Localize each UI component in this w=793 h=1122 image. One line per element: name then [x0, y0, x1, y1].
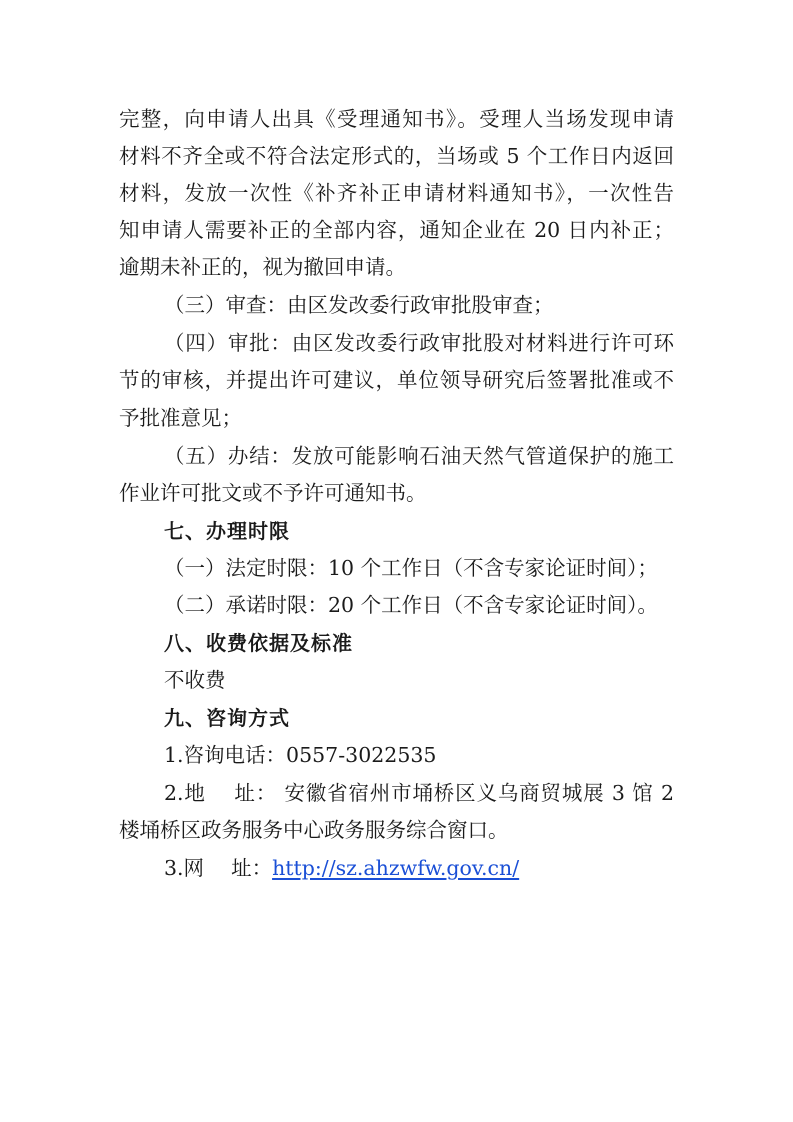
paragraph-line: （五）办结：发放可能影响石油天然气管道保护的施工	[164, 444, 674, 468]
list-item-review: （三）审查：由区发改委行政审批股审查；	[164, 293, 554, 317]
contact-address-line: 2.地 址： 安徽省宿州市埇桥区义乌商贸城展 3 馆 2	[164, 781, 674, 805]
website-link[interactable]: http://sz.ahzwfw.gov.cn/	[272, 856, 520, 880]
paragraph-line: 材料不齐全或不符合法定形式的，当场或 5 个工作日内返回	[119, 144, 674, 168]
fee-text: 不收费	[164, 668, 226, 692]
section-heading-consultation: 九、咨询方式	[164, 706, 290, 730]
paragraph-line: 节的审核，并提出许可建议，单位领导研究后签署批准或不	[119, 368, 674, 392]
contact-website	[164, 850, 519, 886]
list-item-legal-time: （一）法定时限：10 个工作日（不含专家论证时间）；	[164, 556, 658, 580]
website-label: 3.网 址：	[164, 856, 273, 880]
paragraph-line: 材料，发放一次性《补齐补正申请材料通知书》，一次性告	[119, 181, 674, 205]
paragraph-line: 知申请人需要补正的全部内容，通知企业在 20 日内补正；	[119, 218, 674, 242]
paragraph-line: 完整，向申请人出具《受理通知书》。受理人当场发现申请	[119, 107, 674, 131]
list-item-promise-time: （二）承诺时限：20 个工作日（不含专家论证时间）。	[164, 593, 658, 617]
paragraph-line: 作业许可批文或不予许可通知书。	[119, 481, 427, 505]
contact-phone: 1.咨询电话：0557-3022535	[164, 743, 437, 767]
paragraph-line: （四）审批：由区发改委行政审批股对材料进行许可环	[164, 331, 674, 355]
section-heading-time-limit: 七、办理时限	[164, 519, 290, 543]
contact-address-line: 楼埇桥区政务服务中心政务服务综合窗口。	[119, 818, 509, 842]
section-heading-fees: 八、收费依据及标准	[164, 631, 353, 655]
paragraph-line: 逾期未补正的，视为撤回申请。	[119, 255, 406, 279]
paragraph-line: 予批准意见；	[119, 406, 242, 430]
